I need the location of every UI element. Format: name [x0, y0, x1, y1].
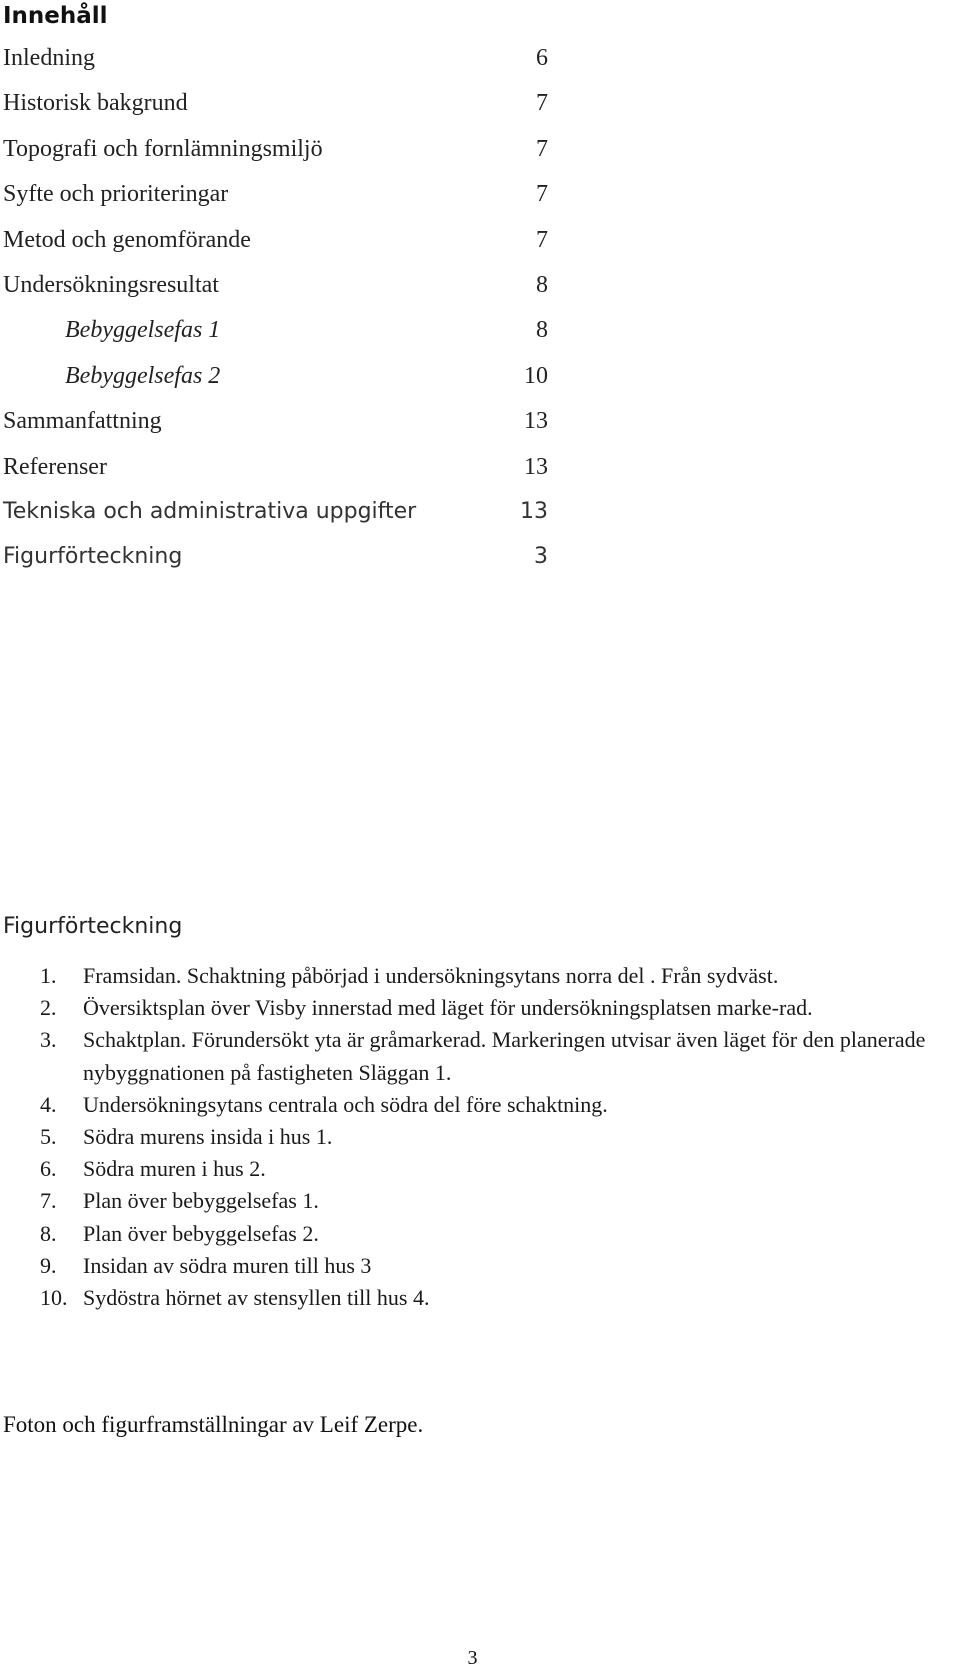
- figure-number: 2.: [40, 995, 57, 1021]
- photo-credits: Foton och figurframställningar av Leif Zerpe.: [3, 1412, 424, 1437]
- toc-entry-page: 10: [524, 362, 548, 389]
- toc-entry[interactable]: [3, 43, 548, 88]
- figure-number: 10.: [40, 1285, 68, 1311]
- figure-item: [0, 1153, 955, 1185]
- toc-entry-page: 7: [536, 90, 548, 117]
- figure-number: 6.: [40, 1156, 57, 1182]
- toc-entry-title: Metod och genomförande: [3, 226, 251, 253]
- figure-caption: Södra murens insida i hus 1.: [83, 1124, 333, 1150]
- toc-entry[interactable]: [3, 406, 548, 451]
- figure-item: [0, 1282, 955, 1314]
- toc-entry-page: 8: [536, 317, 548, 344]
- toc-entry-title: Topografi och fornlämningsmiljö: [3, 135, 323, 162]
- figure-list: [0, 960, 955, 1314]
- figure-caption: Sydöstra hörnet av stensyllen till hus 4.: [83, 1285, 430, 1311]
- toc-entry[interactable]: [3, 225, 548, 270]
- toc-entry[interactable]: [3, 452, 548, 497]
- toc-entry-page: 7: [536, 135, 548, 162]
- toc-entry-page: 3: [534, 544, 548, 570]
- toc-entry-page: 6: [536, 45, 548, 71]
- toc-entry-title: Historisk bakgrund: [3, 90, 188, 117]
- toc-subentry[interactable]: [3, 315, 548, 360]
- figure-number: 8.: [40, 1220, 57, 1246]
- figure-caption: Södra muren i hus 2.: [83, 1156, 266, 1182]
- toc-entry-title: Syfte och prioriteringar: [3, 181, 229, 208]
- page-number: 3: [467, 1647, 478, 1669]
- toc-entry-page: 13: [524, 453, 548, 480]
- toc-entry-page: 13: [520, 498, 548, 524]
- toc-entry-title: Undersökningsresultat: [3, 271, 219, 298]
- toc-entry[interactable]: [3, 134, 548, 179]
- figure-caption: Schaktplan. Förundersökt yta är gråmarkerad. Markeringen utvisar även läget för den planerade nybyggnationen på fastigheten Släggan 1.: [83, 1027, 926, 1085]
- figure-caption: Plan över bebyggelsefas 1.: [83, 1188, 319, 1214]
- figure-caption: Framsidan. Schaktning påbörjad i undersökningsytans norra del . Från sydväst.: [83, 963, 779, 988]
- figure-item: [0, 1185, 955, 1217]
- toc-entry-title: Sammanfattning: [3, 408, 162, 435]
- toc-list: [3, 43, 548, 588]
- figure-item: [0, 1121, 955, 1153]
- toc-entry-page: 7: [536, 226, 548, 253]
- figure-caption: Plan över bebyggelsefas 2.: [83, 1220, 319, 1246]
- figure-number: 4.: [40, 1091, 57, 1117]
- figure-number: 3.: [40, 1027, 57, 1053]
- toc-entry-title: Referenser: [3, 453, 107, 480]
- figure-caption: Undersökningsytans centrala och södra del före schaktning.: [83, 1091, 608, 1117]
- toc-entry-title: Tekniska och administrativa uppgifter: [3, 498, 417, 524]
- toc-entry-title: Bebyggelsefas 2: [65, 362, 221, 389]
- figure-item: [0, 1024, 955, 1088]
- figure-item: [0, 1089, 955, 1121]
- figure-item: [0, 1218, 955, 1250]
- figure-number: 7.: [40, 1188, 57, 1214]
- toc-entry-title: Inledning: [3, 45, 95, 71]
- figure-item: [0, 992, 955, 1024]
- figure-caption: Översiktsplan över Visby innerstad med läget för undersökningsplatsen marke-rad.: [83, 995, 813, 1021]
- figure-number: 1.: [40, 963, 57, 988]
- figure-caption: Insidan av södra muren till hus 3: [83, 1252, 372, 1278]
- figure-number: 5.: [40, 1124, 57, 1150]
- toc-entry-page: 13: [524, 408, 548, 435]
- toc-entry[interactable]: [3, 179, 548, 224]
- figure-number: 9.: [40, 1252, 57, 1278]
- toc-entry[interactable]: [3, 88, 548, 133]
- toc-entry[interactable]: [3, 497, 548, 542]
- toc-entry-title: Figurförteckning: [3, 544, 183, 570]
- toc-subentry[interactable]: [3, 361, 548, 406]
- toc-entry-page: 8: [536, 271, 548, 298]
- toc-entry-title: Bebyggelsefas 1: [65, 317, 221, 344]
- figure-item: [0, 1250, 955, 1282]
- toc-entry[interactable]: [3, 542, 548, 587]
- toc-heading: Innehåll: [3, 3, 108, 29]
- figure-item: [0, 960, 955, 992]
- toc-entry[interactable]: [3, 270, 548, 315]
- toc-entry-page: 7: [536, 181, 548, 208]
- figure-list-heading: Figurförteckning: [3, 914, 183, 939]
